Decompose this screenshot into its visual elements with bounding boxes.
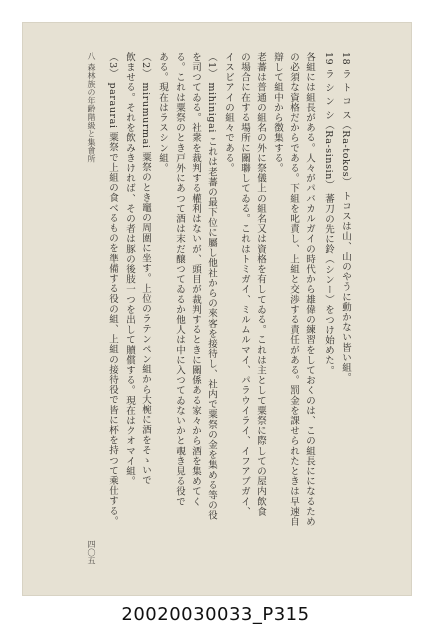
- text-line: 18 ラ ト コ ス（Ra-tokos） トコスは山、山のやうに動かない皆い組。: [340, 52, 351, 383]
- text-line: 各組には組長がある。人々がパバカルガイの時代から雄偉の練習をしておくのは、この組長にになるため: [304, 52, 315, 527]
- text-line: の場合に在する場所に關聯してゐる。これはトミガイ、ミルムルマイ、パラウイライ、イフアブガイ、: [239, 52, 250, 517]
- text-line: ある。現在はラスシン組。: [157, 52, 168, 174]
- text-line: （1） mihinigai これは老蕃の最下位に屬し他社からの來客を接待し、社内で粟祭の金を集める等の役: [206, 52, 217, 521]
- text-line: の必須な資格だからである。下組を叱責し、上組と交渉する責任がある。罰金を課せられたときは早速自: [288, 52, 299, 527]
- text-line: を司つてゐる。社衆を裁判する權利はないが、頭目が裁判するときに關係ある家々から酒を集めてく: [190, 52, 201, 507]
- text-line: 飲ませる。それを飲みきければ、その者は豚の後肢一つを出して贖償する。現在はクオマイ組。: [124, 52, 135, 487]
- text-line: イスビアイの組々である。: [223, 52, 234, 174]
- text-line: 辯して組中から徴集する。: [272, 52, 283, 174]
- text-line: る。これは粟祭のとき戸外にあつて酒は末だ醸つてゐるか他人は中に入つてゐないかと覗き見る役で: [174, 52, 185, 507]
- image-caption: 20020030033_P315: [121, 604, 310, 625]
- text-line: 19 ラ シ ン シ（Ra-sinsin） 蕃刀の先に鈴（シンー）をつけ始めた。: [323, 52, 334, 376]
- text-line: （3） paraurai 粟祭で上組の食べるものを準備する役の組、上組の接待役で皆に杯を持つて乘仕する。: [107, 52, 118, 527]
- text-line: （2） mirumurmai 粟祭のとき竈の周圍に坐す。上位のラテンペン組から大椀に酒をそゝいで: [140, 52, 151, 486]
- running-footer: 八 森林族の年齢階級と集會所: [87, 52, 96, 163]
- page-number: 四〇五: [87, 540, 96, 565]
- document-page: [22, 22, 412, 596]
- text-line: 老蕃は普通の組名の外に祭儀上の組名又は資格を有してゐる。これは主として粟祭に際しての屋内飲食: [255, 52, 266, 517]
